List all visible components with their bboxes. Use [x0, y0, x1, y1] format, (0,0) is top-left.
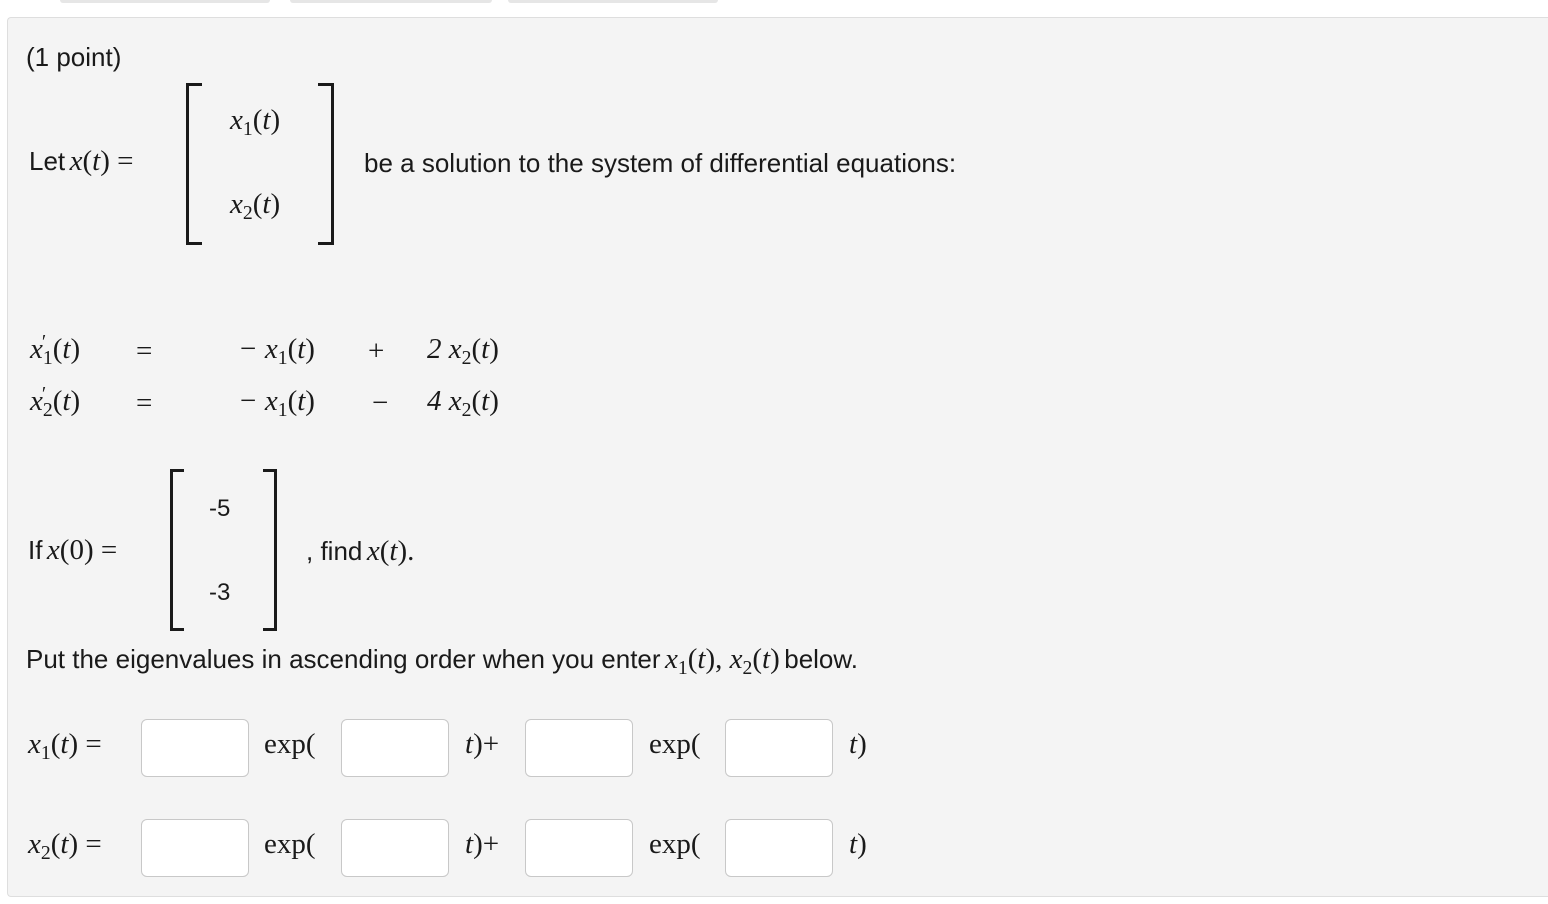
system-row-1-lhs: $x'_1(t)$	[30, 331, 81, 369]
solution-vector-right-bracket	[318, 83, 334, 245]
system-row-1-equals: =	[136, 335, 153, 367]
solution-vector-left-bracket	[186, 83, 202, 245]
initial-condition-statement: If x(0) =	[28, 534, 118, 566]
answer-row-1-end: t)	[849, 728, 867, 760]
answer-row-1-exp2: exp(	[649, 728, 701, 760]
x1-eigenvalue-1-input[interactable]	[341, 719, 449, 777]
x1-eigenvalue-2-input[interactable]	[725, 719, 833, 777]
let-label: Let	[29, 146, 66, 176]
answer-row-2-end: t)	[849, 828, 867, 860]
solution-vector-x1: $x_1(t)$	[230, 104, 281, 140]
initial-vector-left-bracket	[170, 469, 184, 631]
system-row-1-term2: 2 $x_2(t)$	[427, 333, 499, 369]
tab-strip-edge-3	[508, 0, 718, 3]
x2-eigenvalue-1-input[interactable]	[341, 819, 449, 877]
initial-value-2: -3	[209, 579, 231, 606]
answer-row-1-mid: t)+	[465, 728, 500, 760]
answer-row-1-exp1: exp(	[264, 728, 316, 760]
answer-row-1-label: $x_1(t)$ =	[28, 728, 102, 764]
answer-row-2-mid: t)+	[465, 828, 500, 860]
tab-strip-edge-2	[290, 0, 492, 3]
initial-value-1: -5	[209, 495, 231, 522]
system-row-1-operator: +	[368, 335, 385, 367]
system-row-2-term1: − $x_1(t)$	[238, 385, 315, 421]
system-row-1-term1: − $x_1(t)$	[238, 333, 315, 369]
x2-coefficient-1-input[interactable]	[141, 819, 249, 877]
system-row-2-equals: =	[136, 387, 153, 419]
system-row-2-lhs: $x'_2(t)$	[30, 383, 81, 421]
solution-description: be a solution to the system of differential equations:	[364, 148, 957, 178]
var-x: x	[69, 145, 83, 177]
x1-coefficient-2-input[interactable]	[525, 719, 633, 777]
system-row-2-operator: −	[372, 387, 389, 419]
system-row-2-term2: 4 $x_2(t)$	[427, 385, 499, 421]
answer-row-2-exp2: exp(	[649, 828, 701, 860]
x1-coefficient-1-input[interactable]	[141, 719, 249, 777]
solution-vector-x2: $x_2(t)$	[230, 188, 281, 224]
let-statement: Let x(t) =	[29, 145, 134, 177]
tab-strip-edge-1	[60, 0, 270, 3]
answer-row-2-label: $x_2(t)$ =	[28, 828, 102, 864]
answer-row-2-exp1: exp(	[264, 828, 316, 860]
initial-vector-right-bracket	[263, 469, 277, 631]
x2-eigenvalue-2-input[interactable]	[725, 819, 833, 877]
eigenvalue-instructions: Put the eigenvalues in ascending order when you enter $x_1(t)$, $x_2(t)$ below.	[26, 643, 858, 679]
find-statement: , find x(t).	[306, 535, 415, 567]
points-label: (1 point)	[26, 42, 122, 72]
x2-coefficient-2-input[interactable]	[525, 819, 633, 877]
if-label: If	[28, 535, 43, 565]
var-t: t	[92, 145, 101, 177]
